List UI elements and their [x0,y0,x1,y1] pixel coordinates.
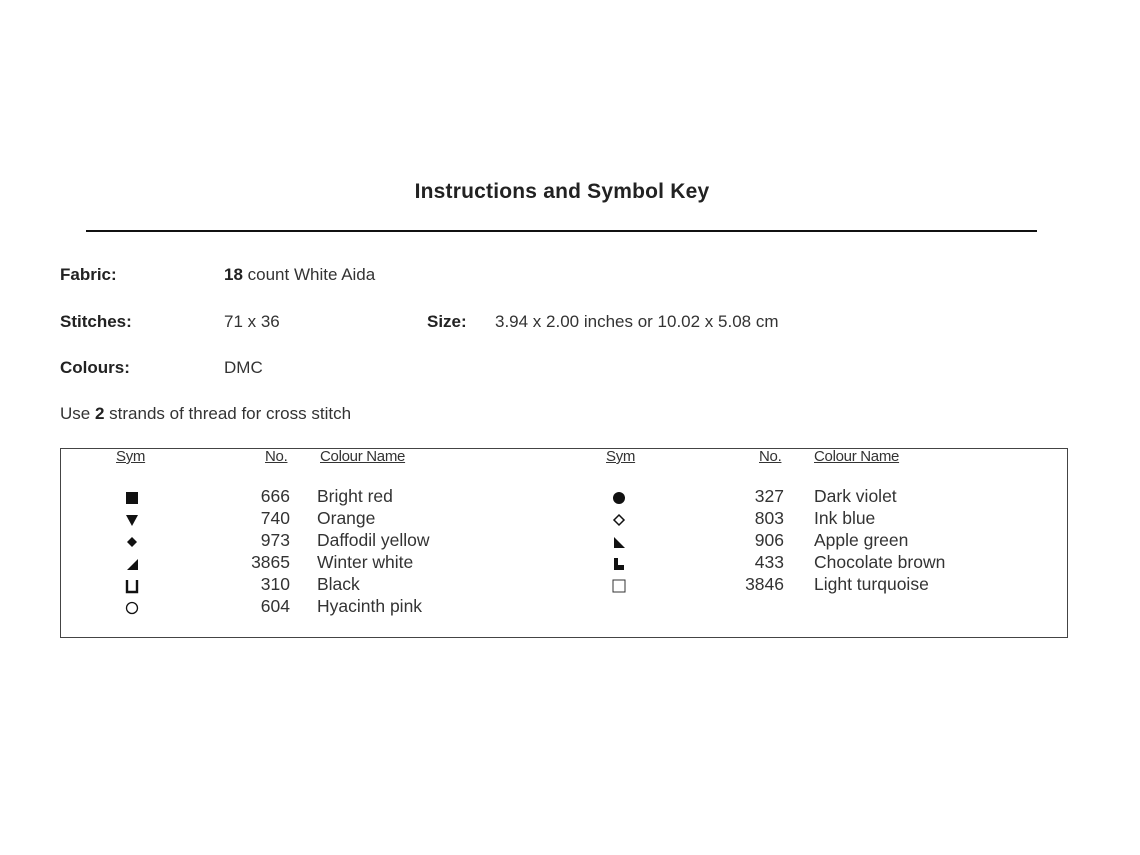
colour-name: Apple green [814,530,909,550]
symbol-key-table [60,448,1068,638]
colour-name: Daffodil yellow [317,530,430,550]
header-sym-left: Sym [116,448,146,465]
size-value: 3.94 x 2.00 inches or 10.02 x 5.08 cm [495,312,779,331]
filled-square-icon [124,490,140,506]
colour-number: 740 [260,508,290,528]
header-colour-name-right: Colour Name [814,448,900,465]
colour-number: 973 [260,530,290,550]
colour-name: Chocolate brown [814,552,946,572]
l-shape-icon [611,556,627,572]
instruction-post: strands of thread for cross stitch [104,404,352,423]
colour-number: 906 [754,530,784,550]
open-circle-icon [124,600,140,616]
filled-down-triangle-icon [124,512,140,528]
page-title: Instructions and Symbol Key [414,180,710,203]
strands-count: 2 [94,404,105,423]
filled-circle-icon [611,490,627,506]
colour-name: Dark violet [814,486,897,506]
colour-name: Bright red [317,486,393,506]
instruction-pre: Use [60,404,95,423]
colour-number: 3846 [745,574,784,594]
colours-label: Colours: [60,358,130,377]
colour-number: 803 [754,508,784,528]
colour-name: Hyacinth pink [317,596,423,616]
right-triangle-icon [124,556,140,572]
header-sym-right: Sym [606,448,636,465]
open-bracket-square-icon [124,578,140,594]
colour-number: 604 [260,596,290,616]
colour-number: 433 [754,552,784,572]
stitches-value: 71 x 36 [224,312,280,331]
fabric-value [224,265,375,285]
colour-name: Orange [317,508,376,528]
title-divider [86,230,1037,232]
stitches-label: Stitches: [60,312,132,331]
size-label: Size: [427,312,467,331]
colour-number: 3865 [251,552,290,572]
open-diamond-icon [611,512,627,528]
colours-value: DMC [224,358,263,377]
strands-instruction [60,404,351,424]
colour-name: Ink blue [814,508,876,528]
right-triangle-down-icon [611,534,627,550]
colour-name: Winter white [317,552,414,572]
fabric-description: count White Aida [242,265,376,284]
header-no-left: No. [265,448,288,465]
fabric-label: Fabric: [60,265,117,284]
fabric-count: 18 [224,265,243,284]
colour-number: 310 [260,574,290,594]
colour-number: 327 [754,486,784,506]
open-square-icon [611,578,627,594]
filled-diamond-icon [124,534,140,550]
colour-name: Black [317,574,360,594]
header-no-right: No. [759,448,782,465]
colour-number: 666 [260,486,290,506]
colour-name: Light turquoise [814,574,929,594]
header-colour-name-left: Colour Name [320,448,406,465]
